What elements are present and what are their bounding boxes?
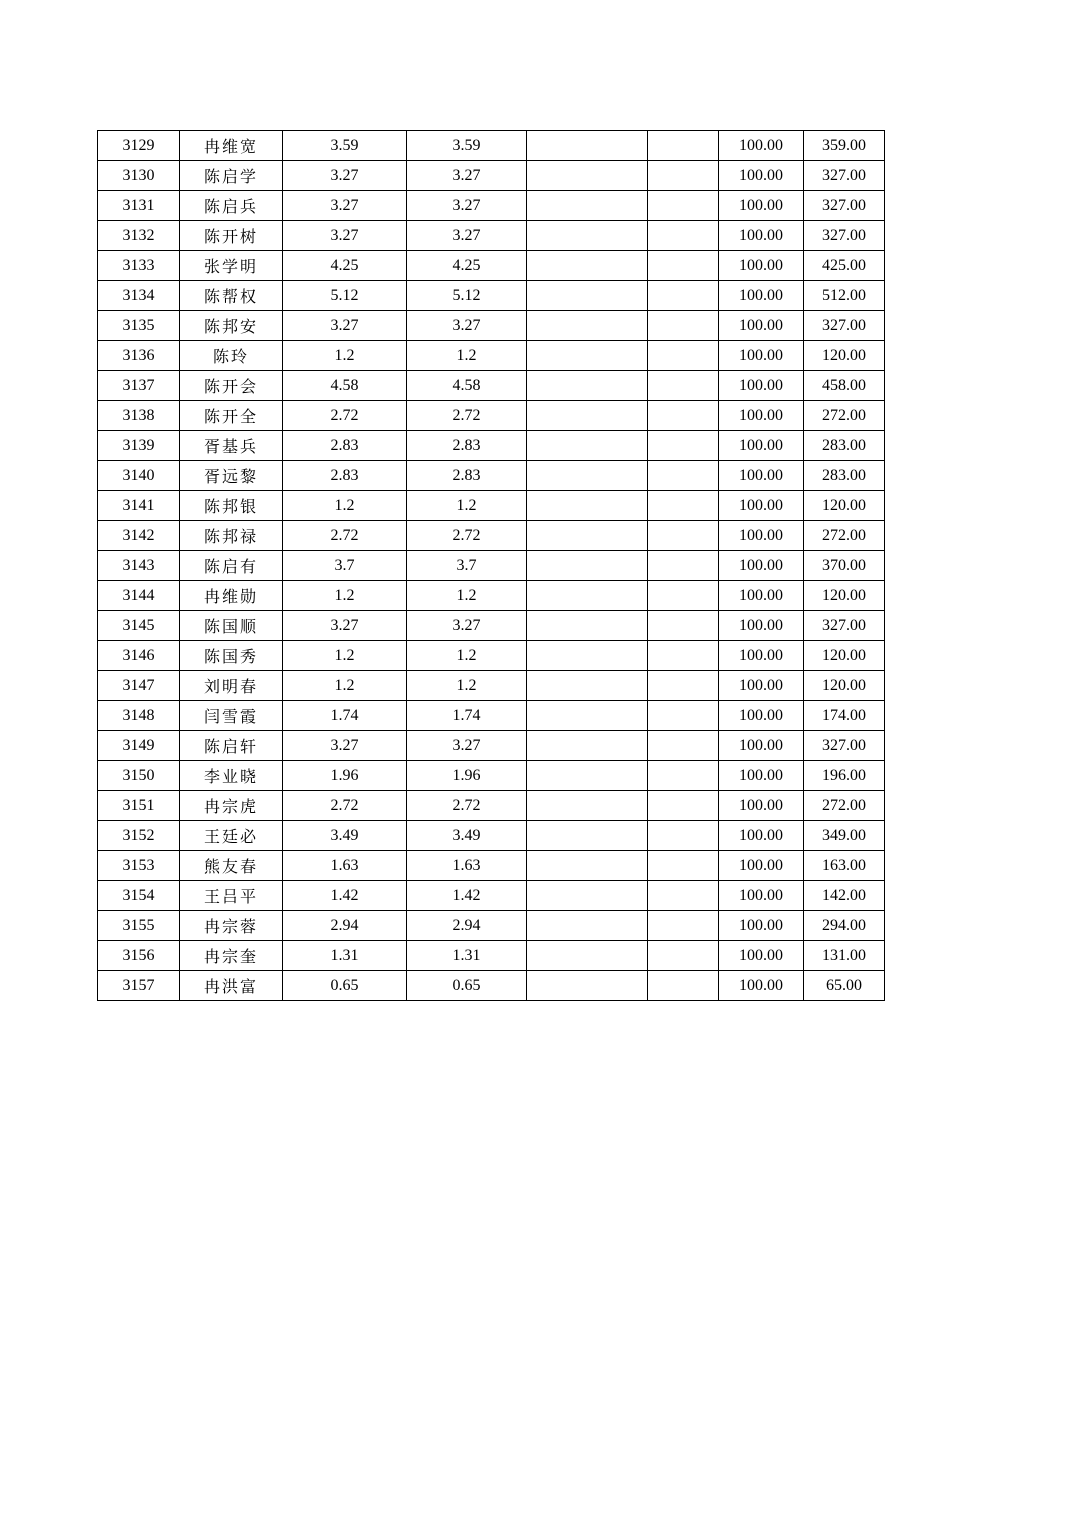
cell-blank-c xyxy=(527,641,648,671)
cell-number: 3138 xyxy=(98,401,180,431)
cell-rate: 100.00 xyxy=(719,221,804,251)
table-row xyxy=(98,281,885,311)
cell-blank-d xyxy=(648,401,719,431)
cell-rate: 100.00 xyxy=(719,581,804,611)
cell-value-a: 1.63 xyxy=(283,851,407,881)
cell-value-b: 2.72 xyxy=(407,791,527,821)
cell-name: 陈帮权 xyxy=(180,281,283,311)
cell-rate: 100.00 xyxy=(719,821,804,851)
cell-amount: 349.00 xyxy=(804,821,885,851)
cell-number: 3145 xyxy=(98,611,180,641)
cell-name: 陈开会 xyxy=(180,371,283,401)
cell-value-b: 2.94 xyxy=(407,911,527,941)
cell-amount: 283.00 xyxy=(804,461,885,491)
cell-amount: 327.00 xyxy=(804,311,885,341)
cell-number: 3132 xyxy=(98,221,180,251)
cell-name: 熊友春 xyxy=(180,851,283,881)
cell-number: 3155 xyxy=(98,911,180,941)
cell-amount: 65.00 xyxy=(804,971,885,1001)
cell-number: 3136 xyxy=(98,341,180,371)
cell-amount: 458.00 xyxy=(804,371,885,401)
cell-amount: 120.00 xyxy=(804,491,885,521)
table-row xyxy=(98,341,885,371)
table-row xyxy=(98,791,885,821)
cell-value-a: 3.59 xyxy=(283,131,407,161)
cell-number: 3148 xyxy=(98,701,180,731)
cell-number: 3137 xyxy=(98,371,180,401)
cell-amount: 131.00 xyxy=(804,941,885,971)
cell-value-b: 1.74 xyxy=(407,701,527,731)
cell-blank-c xyxy=(527,461,648,491)
cell-blank-d xyxy=(648,581,719,611)
table-row xyxy=(98,251,885,281)
cell-amount: 327.00 xyxy=(804,731,885,761)
cell-rate: 100.00 xyxy=(719,371,804,401)
cell-number: 3151 xyxy=(98,791,180,821)
cell-amount: 272.00 xyxy=(804,401,885,431)
cell-rate: 100.00 xyxy=(719,701,804,731)
table-row xyxy=(98,191,885,221)
cell-blank-d xyxy=(648,431,719,461)
cell-rate: 100.00 xyxy=(719,521,804,551)
cell-value-b: 0.65 xyxy=(407,971,527,1001)
cell-blank-c xyxy=(527,281,648,311)
cell-value-a: 3.27 xyxy=(283,161,407,191)
cell-name: 陈启学 xyxy=(180,161,283,191)
data-table xyxy=(97,130,885,1001)
cell-rate: 100.00 xyxy=(719,191,804,221)
cell-value-b: 1.2 xyxy=(407,581,527,611)
table-row xyxy=(98,881,885,911)
cell-value-a: 0.65 xyxy=(283,971,407,1001)
table-row xyxy=(98,131,885,161)
cell-blank-d xyxy=(648,671,719,701)
cell-value-a: 3.49 xyxy=(283,821,407,851)
table-row xyxy=(98,731,885,761)
cell-amount: 370.00 xyxy=(804,551,885,581)
cell-name: 胥基兵 xyxy=(180,431,283,461)
cell-blank-d xyxy=(648,221,719,251)
cell-rate: 100.00 xyxy=(719,281,804,311)
cell-number: 3142 xyxy=(98,521,180,551)
cell-blank-d xyxy=(648,461,719,491)
cell-value-a: 1.2 xyxy=(283,491,407,521)
cell-number: 3130 xyxy=(98,161,180,191)
cell-value-a: 2.72 xyxy=(283,791,407,821)
table-row xyxy=(98,761,885,791)
cell-rate: 100.00 xyxy=(719,671,804,701)
cell-value-a: 5.12 xyxy=(283,281,407,311)
cell-value-b: 2.83 xyxy=(407,461,527,491)
cell-blank-d xyxy=(648,161,719,191)
cell-value-a: 1.74 xyxy=(283,701,407,731)
cell-number: 3135 xyxy=(98,311,180,341)
cell-value-b: 3.27 xyxy=(407,191,527,221)
cell-value-a: 3.27 xyxy=(283,311,407,341)
cell-amount: 327.00 xyxy=(804,161,885,191)
cell-blank-c xyxy=(527,491,648,521)
cell-value-a: 2.83 xyxy=(283,431,407,461)
table-row xyxy=(98,161,885,191)
cell-value-b: 1.2 xyxy=(407,671,527,701)
table-row xyxy=(98,521,885,551)
cell-name: 陈启兵 xyxy=(180,191,283,221)
cell-value-a: 4.25 xyxy=(283,251,407,281)
cell-blank-c xyxy=(527,941,648,971)
cell-name: 冉维宽 xyxy=(180,131,283,161)
cell-value-a: 2.83 xyxy=(283,461,407,491)
cell-number: 3156 xyxy=(98,941,180,971)
cell-blank-c xyxy=(527,401,648,431)
cell-value-a: 3.27 xyxy=(283,731,407,761)
cell-value-b: 2.83 xyxy=(407,431,527,461)
cell-value-a: 2.72 xyxy=(283,401,407,431)
cell-number: 3143 xyxy=(98,551,180,581)
cell-blank-d xyxy=(648,551,719,581)
cell-blank-c xyxy=(527,851,648,881)
cell-name: 陈开全 xyxy=(180,401,283,431)
table-row xyxy=(98,611,885,641)
cell-value-b: 3.27 xyxy=(407,611,527,641)
cell-name: 李业晓 xyxy=(180,761,283,791)
cell-number: 3134 xyxy=(98,281,180,311)
cell-value-b: 3.27 xyxy=(407,311,527,341)
cell-blank-c xyxy=(527,551,648,581)
cell-rate: 100.00 xyxy=(719,971,804,1001)
table-row xyxy=(98,821,885,851)
cell-amount: 196.00 xyxy=(804,761,885,791)
cell-blank-d xyxy=(648,311,719,341)
cell-value-a: 1.2 xyxy=(283,641,407,671)
cell-name: 陈邦禄 xyxy=(180,521,283,551)
cell-name: 陈国秀 xyxy=(180,641,283,671)
cell-rate: 100.00 xyxy=(719,401,804,431)
cell-rate: 100.00 xyxy=(719,161,804,191)
table-row xyxy=(98,221,885,251)
cell-value-b: 3.49 xyxy=(407,821,527,851)
cell-rate: 100.00 xyxy=(719,941,804,971)
cell-blank-d xyxy=(648,641,719,671)
cell-value-a: 2.94 xyxy=(283,911,407,941)
cell-amount: 425.00 xyxy=(804,251,885,281)
cell-name: 刘明春 xyxy=(180,671,283,701)
cell-value-a: 1.42 xyxy=(283,881,407,911)
cell-rate: 100.00 xyxy=(719,881,804,911)
cell-rate: 100.00 xyxy=(719,551,804,581)
cell-rate: 100.00 xyxy=(719,731,804,761)
table-row xyxy=(98,971,885,1001)
cell-value-b: 3.7 xyxy=(407,551,527,581)
cell-value-a: 1.2 xyxy=(283,671,407,701)
cell-value-b: 5.12 xyxy=(407,281,527,311)
table-row xyxy=(98,581,885,611)
cell-amount: 120.00 xyxy=(804,641,885,671)
cell-name: 陈玲 xyxy=(180,341,283,371)
cell-value-a: 3.27 xyxy=(283,221,407,251)
table-row xyxy=(98,431,885,461)
cell-number: 3154 xyxy=(98,881,180,911)
cell-value-b: 1.2 xyxy=(407,641,527,671)
cell-value-b: 1.42 xyxy=(407,881,527,911)
cell-blank-c xyxy=(527,701,648,731)
cell-value-a: 3.27 xyxy=(283,611,407,641)
cell-blank-d xyxy=(648,371,719,401)
cell-rate: 100.00 xyxy=(719,911,804,941)
cell-blank-c xyxy=(527,671,648,701)
cell-blank-d xyxy=(648,791,719,821)
table-row xyxy=(98,911,885,941)
cell-amount: 163.00 xyxy=(804,851,885,881)
cell-name: 胥远黎 xyxy=(180,461,283,491)
cell-amount: 174.00 xyxy=(804,701,885,731)
cell-amount: 272.00 xyxy=(804,791,885,821)
cell-amount: 327.00 xyxy=(804,611,885,641)
cell-name: 王吕平 xyxy=(180,881,283,911)
cell-number: 3129 xyxy=(98,131,180,161)
cell-blank-d xyxy=(648,761,719,791)
cell-number: 3131 xyxy=(98,191,180,221)
table-row xyxy=(98,701,885,731)
cell-amount: 272.00 xyxy=(804,521,885,551)
table-row xyxy=(98,401,885,431)
cell-amount: 142.00 xyxy=(804,881,885,911)
cell-blank-d xyxy=(648,131,719,161)
cell-name: 冉维勋 xyxy=(180,581,283,611)
cell-blank-c xyxy=(527,581,648,611)
cell-amount: 283.00 xyxy=(804,431,885,461)
cell-blank-d xyxy=(648,731,719,761)
cell-blank-c xyxy=(527,311,648,341)
table-row xyxy=(98,491,885,521)
table-row xyxy=(98,671,885,701)
cell-amount: 294.00 xyxy=(804,911,885,941)
cell-rate: 100.00 xyxy=(719,461,804,491)
cell-value-a: 2.72 xyxy=(283,521,407,551)
cell-rate: 100.00 xyxy=(719,641,804,671)
cell-value-a: 1.2 xyxy=(283,341,407,371)
cell-blank-c xyxy=(527,191,648,221)
cell-name: 陈启有 xyxy=(180,551,283,581)
cell-value-b: 2.72 xyxy=(407,401,527,431)
cell-number: 3144 xyxy=(98,581,180,611)
cell-rate: 100.00 xyxy=(719,611,804,641)
cell-blank-d xyxy=(648,341,719,371)
cell-value-b: 3.59 xyxy=(407,131,527,161)
cell-blank-d xyxy=(648,521,719,551)
cell-name: 冉洪富 xyxy=(180,971,283,1001)
cell-blank-c xyxy=(527,611,648,641)
cell-blank-c xyxy=(527,161,648,191)
cell-number: 3139 xyxy=(98,431,180,461)
cell-blank-c xyxy=(527,251,648,281)
cell-number: 3140 xyxy=(98,461,180,491)
table-body xyxy=(98,131,885,1001)
cell-amount: 120.00 xyxy=(804,581,885,611)
cell-number: 3153 xyxy=(98,851,180,881)
cell-amount: 359.00 xyxy=(804,131,885,161)
cell-amount: 512.00 xyxy=(804,281,885,311)
cell-blank-c xyxy=(527,431,648,461)
cell-blank-d xyxy=(648,491,719,521)
cell-number: 3152 xyxy=(98,821,180,851)
cell-value-b: 1.2 xyxy=(407,491,527,521)
table-row xyxy=(98,371,885,401)
cell-blank-c xyxy=(527,791,648,821)
cell-name: 王廷必 xyxy=(180,821,283,851)
cell-amount: 327.00 xyxy=(804,191,885,221)
cell-value-b: 4.25 xyxy=(407,251,527,281)
cell-name: 张学明 xyxy=(180,251,283,281)
cell-value-b: 1.31 xyxy=(407,941,527,971)
cell-value-a: 3.27 xyxy=(283,191,407,221)
cell-value-b: 1.96 xyxy=(407,761,527,791)
cell-blank-d xyxy=(648,281,719,311)
cell-blank-d xyxy=(648,941,719,971)
cell-rate: 100.00 xyxy=(719,791,804,821)
cell-name: 冉宗奎 xyxy=(180,941,283,971)
cell-value-b: 3.27 xyxy=(407,731,527,761)
cell-rate: 100.00 xyxy=(719,761,804,791)
cell-name: 陈邦安 xyxy=(180,311,283,341)
cell-value-b: 1.2 xyxy=(407,341,527,371)
table-row xyxy=(98,941,885,971)
cell-value-b: 3.27 xyxy=(407,221,527,251)
cell-value-a: 1.2 xyxy=(283,581,407,611)
table-row xyxy=(98,461,885,491)
cell-number: 3146 xyxy=(98,641,180,671)
cell-value-b: 2.72 xyxy=(407,521,527,551)
cell-blank-d xyxy=(648,701,719,731)
cell-blank-c xyxy=(527,371,648,401)
cell-rate: 100.00 xyxy=(719,251,804,281)
cell-name: 陈开树 xyxy=(180,221,283,251)
cell-name: 陈启轩 xyxy=(180,731,283,761)
cell-value-a: 3.7 xyxy=(283,551,407,581)
cell-rate: 100.00 xyxy=(719,491,804,521)
cell-blank-d xyxy=(648,611,719,641)
cell-blank-c xyxy=(527,911,648,941)
cell-blank-d xyxy=(648,191,719,221)
cell-blank-d xyxy=(648,971,719,1001)
cell-rate: 100.00 xyxy=(719,341,804,371)
table-row xyxy=(98,641,885,671)
cell-blank-c xyxy=(527,221,648,251)
cell-blank-c xyxy=(527,821,648,851)
cell-blank-c xyxy=(527,131,648,161)
cell-rate: 100.00 xyxy=(719,431,804,461)
cell-blank-d xyxy=(648,881,719,911)
cell-number: 3133 xyxy=(98,251,180,281)
cell-blank-c xyxy=(527,881,648,911)
cell-blank-d xyxy=(648,821,719,851)
cell-number: 3147 xyxy=(98,671,180,701)
cell-value-a: 1.31 xyxy=(283,941,407,971)
cell-number: 3150 xyxy=(98,761,180,791)
cell-value-b: 3.27 xyxy=(407,161,527,191)
cell-number: 3157 xyxy=(98,971,180,1001)
cell-rate: 100.00 xyxy=(719,131,804,161)
cell-blank-c xyxy=(527,731,648,761)
table-row xyxy=(98,851,885,881)
cell-rate: 100.00 xyxy=(719,851,804,881)
cell-name: 冉宗虎 xyxy=(180,791,283,821)
cell-name: 闫雪霞 xyxy=(180,701,283,731)
cell-name: 陈国顺 xyxy=(180,611,283,641)
cell-blank-c xyxy=(527,341,648,371)
cell-amount: 120.00 xyxy=(804,341,885,371)
cell-name: 陈邦银 xyxy=(180,491,283,521)
cell-amount: 120.00 xyxy=(804,671,885,701)
cell-name: 冉宗蓉 xyxy=(180,911,283,941)
cell-value-a: 1.96 xyxy=(283,761,407,791)
cell-number: 3149 xyxy=(98,731,180,761)
cell-rate: 100.00 xyxy=(719,311,804,341)
cell-blank-d xyxy=(648,251,719,281)
cell-amount: 327.00 xyxy=(804,221,885,251)
cell-blank-d xyxy=(648,851,719,881)
cell-blank-d xyxy=(648,911,719,941)
cell-value-b: 1.63 xyxy=(407,851,527,881)
cell-blank-c xyxy=(527,521,648,551)
cell-value-a: 4.58 xyxy=(283,371,407,401)
table-row xyxy=(98,311,885,341)
table-row xyxy=(98,551,885,581)
cell-blank-c xyxy=(527,761,648,791)
cell-number: 3141 xyxy=(98,491,180,521)
cell-value-b: 4.58 xyxy=(407,371,527,401)
cell-blank-c xyxy=(527,971,648,1001)
